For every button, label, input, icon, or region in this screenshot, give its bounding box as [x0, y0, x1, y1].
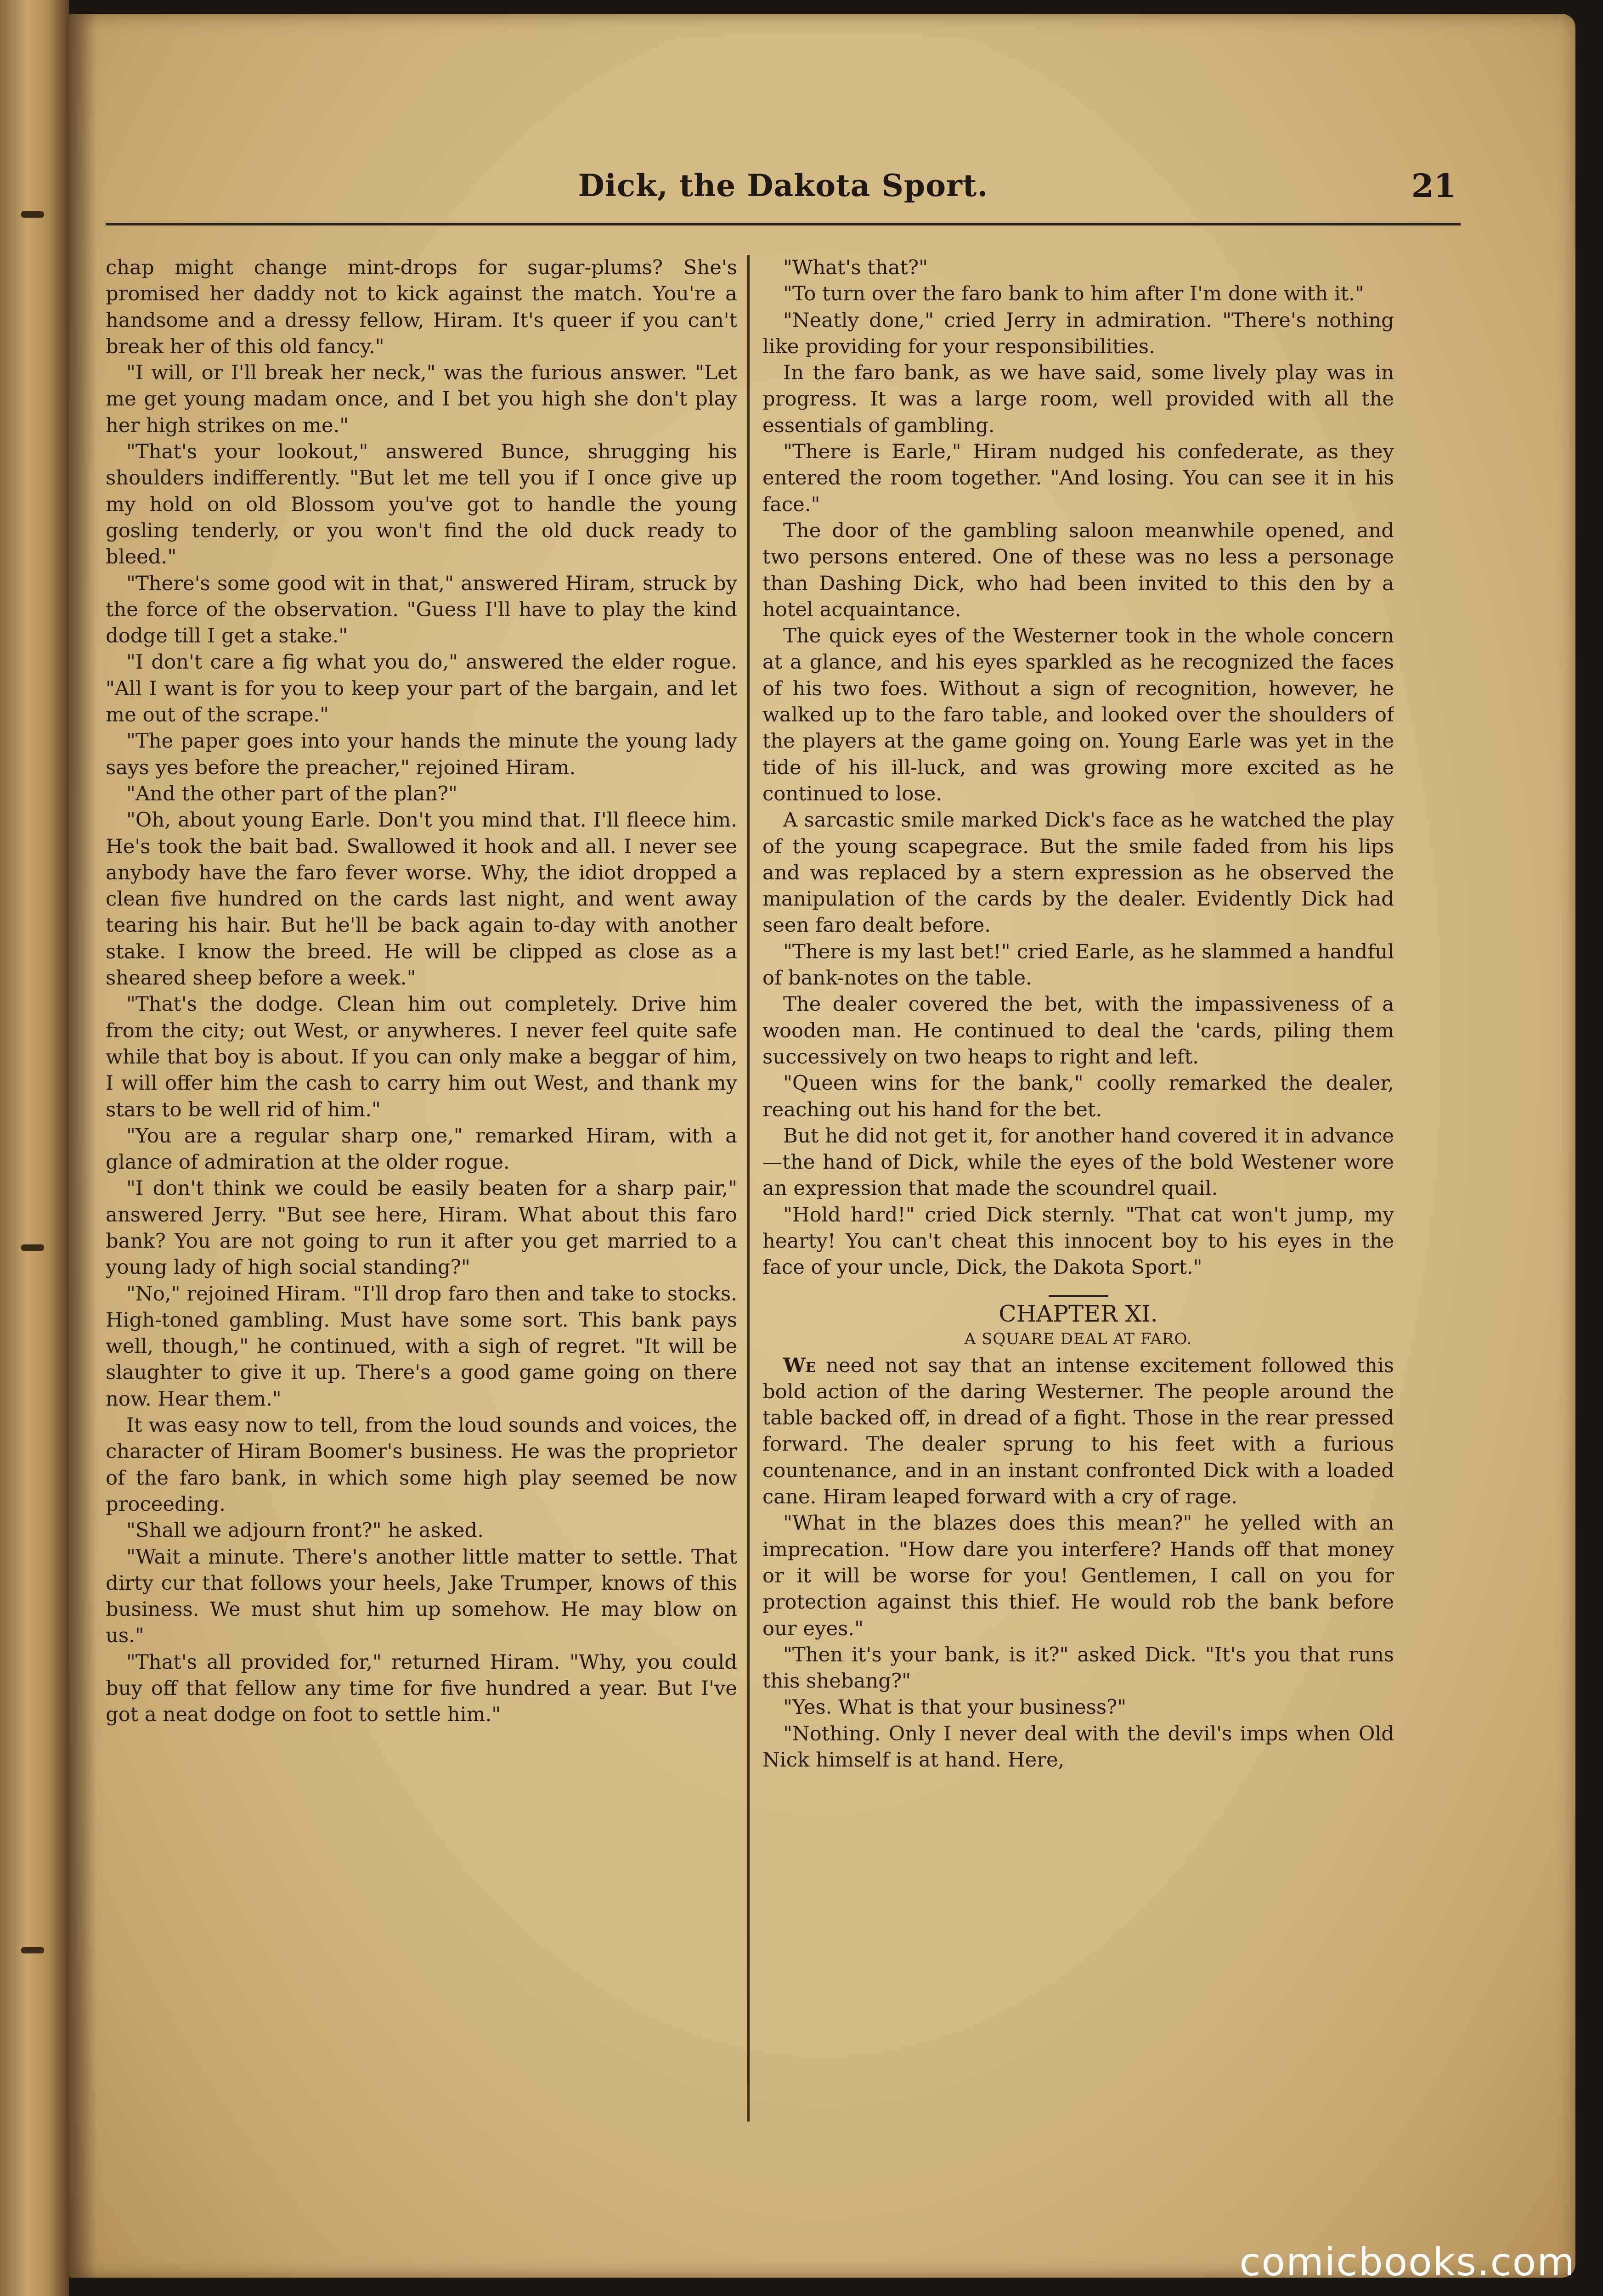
paragraph: "I don't care a fig what you do," answered the elder rogue. "All I want is for you to keep your part of the bargain, and let me out of the scrape."	[106, 651, 737, 727]
paragraph: The door of the gambling saloon meanwhile opened, and two persons entered. One of these was no less a personage than Dashing Dick, who had been invited to this den by a hotel acquaintance.	[762, 519, 1394, 621]
paragraph: "Neatly done," cried Jerry in admiration. "There's nothing like providing for your responsibilities.	[762, 309, 1394, 358]
paragraph: In the faro bank, as we have said, some lively play was in progress. It was a large room, well provided with all the essentials of gambling.	[762, 361, 1394, 437]
chapter-opening-text: need not say that an intense excitement followed this bold action of the daring Westerner. The people around the table backed off, in dread of a fight. Those in the rear pressed forward. The dealer sprung to his feet with a furious countenance, and in an instant confronted Dick with a loaded cane. Hiram leaped forward with a cry of rage.	[762, 1354, 1394, 1509]
paragraph: "Nothing. Only I never deal with the devil's imps when Old Nick himself is at hand. Here,	[762, 1722, 1394, 1772]
paragraph: "Shall we adjourn front?" he asked.	[126, 1519, 484, 1542]
paragraph: "Then it's your bank, is it?" asked Dick. "It's you that runs this shebang?"	[762, 1643, 1394, 1693]
paragraph: A sarcastic smile marked Dick's face as he watched the play of the young scapegrace. But the smile faded from his lips and was replaced by a stern expression as he observed the manipulation of the cards by the dealer. Evidently Dick had seen faro dealt before.	[762, 809, 1394, 937]
paragraph: The quick eyes of the Westerner took in the whole concern at a glance, and his eyes sparkled as he recognized the faces of his two foes. Without a sign of recognition, however, he walked up to the faro table, and looked over the shoulders of the players at the game going on. Young Earle was yet in the tide of his ill-luck, and was growing more excited as he continued to lose.	[762, 625, 1394, 805]
watermark: comicbooks.com	[1239, 2240, 1575, 2285]
paragraph: "Queen wins for the bank," coolly remarked the dealer, reaching out his hand for the bet.	[762, 1072, 1394, 1121]
paragraph: The dealer covered the bet, with the impassiveness of a wooden man. He continued to deal the 'cards, piling them successively on two heaps to right and left.	[762, 993, 1394, 1069]
paragraph: "What in the blazes does this mean?" he yelled with an imprecation. "How dare you interfere? Hands off that money or it will be worse for you! Gentlemen, I call on you for protection against this thief. He would rob the bank before our eyes."	[762, 1512, 1394, 1640]
right-column	[762, 255, 1394, 2151]
paragraph: chap might change mint-drops for sugar-plums? She's promised her daddy not to kick against the match. You're a handsome and a dressy fellow, Hiram. It's queer if you can't break her of this old fancy."	[106, 256, 737, 358]
running-head: Dick, the Dakota Sport.	[578, 168, 988, 203]
paragraph: But he did not get it, for another hand covered it in advance—the hand of Dick, while the eyes of the bold Westener wore an expression that made the scoundrel quail.	[762, 1124, 1394, 1200]
paragraph: "There is my last bet!" cried Earle, as he slammed a handful of bank-notes on the table.	[762, 940, 1394, 990]
book-binding	[0, 0, 69, 2296]
chapter-rule	[1049, 1295, 1108, 1297]
paragraph: "What's that?"	[783, 256, 928, 279]
page-header	[106, 163, 1461, 225]
paragraph: "I will, or I'll break her neck," was the furious answer. "Let me get young madam once, and I bet you high she don't play her high strikes on me."	[106, 361, 737, 437]
paragraph: "And the other part of the plan?"	[126, 782, 457, 805]
paragraph: "No," rejoined Hiram. "I'll drop faro then and take to stocks. High-toned gambling. Must have some sort. This bank pays well, though," he continued, with a sigh of regret. "It will be slaughter to give it up. There's a good game going on there now. Hear them."	[106, 1282, 737, 1411]
paragraph: "Wait a minute. There's another little matter to settle. That dirty cur that follows your heels, Jake Trumper, knows of this business. We must shut him up somehow. He may blow on us."	[106, 1545, 737, 1648]
left-column	[106, 255, 737, 2151]
paragraph: "There is Earle," Hiram nudged his confederate, as they entered the room together. "And losing. You can see it in his face."	[762, 440, 1394, 516]
chapter-opening-paragraph	[762, 1352, 1394, 1511]
chapter-subtitle: A SQUARE DEAL AT FARO.	[964, 1329, 1192, 1348]
binding-stitch	[21, 211, 44, 218]
paragraph: "There's some good wit in that," answered Hiram, struck by the force of the observation. "Guess I'll have to play the kind dodge till I get a stake."	[106, 572, 737, 648]
paragraph: "Oh, about young Earle. Don't you mind that. I'll fleece him. He's took the bait bad. Swallowed it hook and all. I never see anybody have the faro fever worse. Why, the idiot dropped a clean five hundred on the cards last night, and went away tearing his hair. But he'll be back again to-day with another stake. I know the breed. He will be clipped as close as a sheared sheep before a week."	[106, 809, 737, 990]
binding-stitch	[21, 1947, 44, 1953]
paragraph: It was easy now to tell, from the loud sounds and voices, the character of Hiram Boomer's business. He was the proprietor of the faro bank, in which some high play seemed be now proceeding.	[106, 1414, 737, 1516]
binding-stitch	[21, 1244, 44, 1251]
spine-shadow	[69, 14, 96, 2278]
paragraph: "To turn over the faro bank to him after I'm done with it."	[783, 282, 1364, 306]
column-divider	[747, 255, 750, 2122]
paragraph: "That's your lookout," answered Bunce, shrugging his shoulders indifferently. "But let me tell you if I once give up my hold on old Blossom you've got to handle the young gosling tenderly, or you won't find the old duck ready to bleed."	[106, 440, 737, 569]
paragraph: "The paper goes into your hands the minute the young lady says yes before the preacher," rejoined Hiram.	[106, 730, 737, 779]
paragraph: "Yes. What is that your business?"	[783, 1696, 1127, 1719]
chapter-lead-word: We	[783, 1353, 816, 1377]
chapter-title: CHAPTER XI.	[999, 1300, 1158, 1327]
paragraph: "You are a regular sharp one," remarked Hiram, with a glance of admiration at the older rogue.	[106, 1124, 737, 1174]
paragraph: "That's the dodge. Clean him out completely. Drive him from the city; out West, or anywheres. I never feel quite safe while that boy is about. If you can only make a beggar of him, I will offer him the cash to carry him out West, and thank my stars to be well rid of him."	[106, 993, 737, 1121]
paragraph: "Hold hard!" cried Dick sternly. "That cat won't jump, my hearty! You can't cheat this innocent boy to his eyes in the face of your uncle, Dick, the Dakota Sport."	[762, 1203, 1394, 1279]
page-number: 21	[1411, 167, 1456, 205]
paragraph: "I don't think we could be easily beaten for a sharp pair," answered Jerry. "But see here, Hiram. What about this faro bank? You are not going to run it after you get married to a young lady of high social standing?"	[106, 1177, 737, 1279]
paragraph: "That's all provided for," returned Hiram. "Why, you could buy off that fellow any time for five hundred a year. But I've got a neat dodge on foot to settle him."	[106, 1650, 737, 1727]
